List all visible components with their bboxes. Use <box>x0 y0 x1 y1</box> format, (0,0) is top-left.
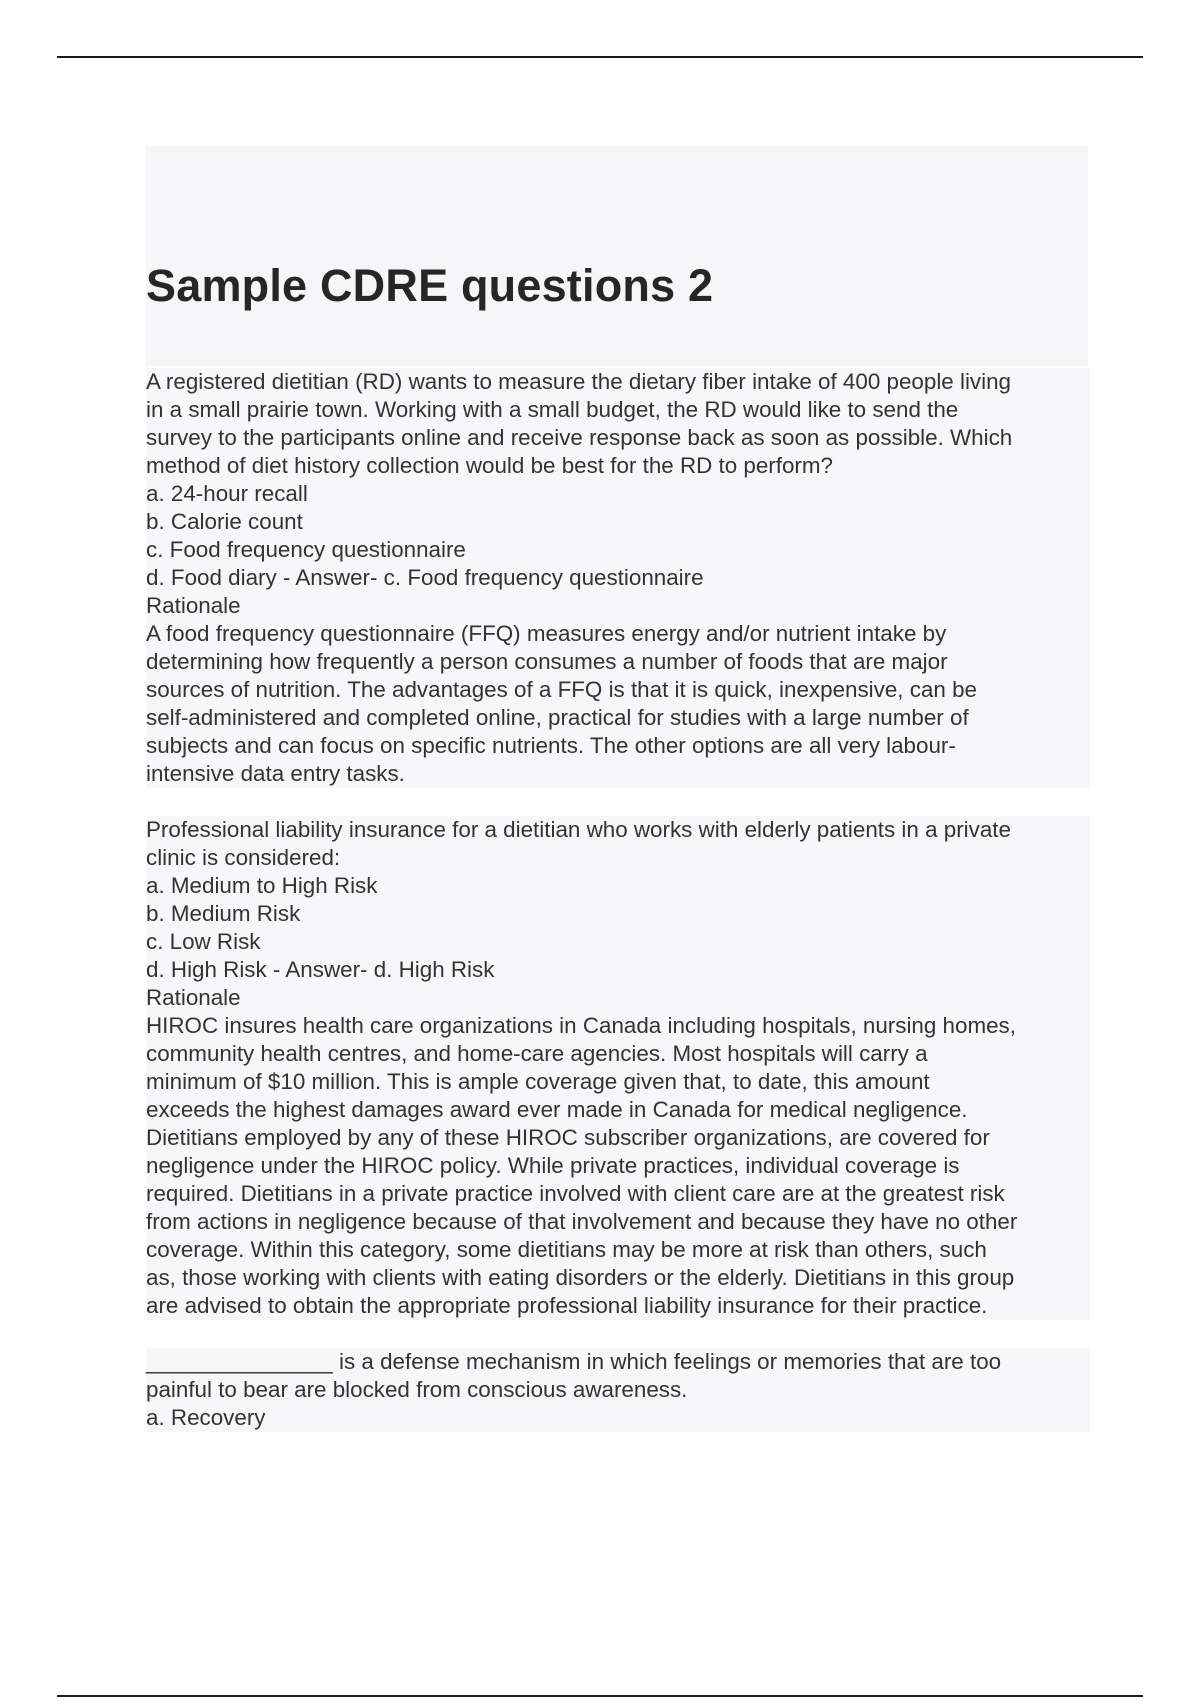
rationale-line: subjects and can focus on specific nutrients. The other options are all very labour- <box>146 732 1090 760</box>
option-a: a. Recovery <box>146 1404 1090 1432</box>
top-rule <box>57 56 1143 58</box>
rationale-line: sources of nutrition. The advantages of a FFQ is that it is quick, inexpensive, can be <box>146 676 1090 704</box>
text-line: survey to the participants online and receive response back as soon as possible. Which <box>146 424 1090 452</box>
rationale-line: determining how frequently a person consumes a number of foods that are major <box>146 648 1090 676</box>
rationale-line: are advised to obtain the appropriate professional liability insurance for their practice. <box>146 1292 1090 1320</box>
rationale-line: community health centres, and home-care agencies. Most hospitals will carry a <box>146 1040 1090 1068</box>
text-line: Professional liability insurance for a dietitian who works with elderly patients in a private <box>146 816 1090 844</box>
option-c: c. Low Risk <box>146 928 1090 956</box>
text-line: clinic is considered: <box>146 844 1090 872</box>
rationale-line: A food frequency questionnaire (FFQ) measures energy and/or nutrient intake by <box>146 620 1090 648</box>
question-2 <box>146 816 1090 1320</box>
text-line: A registered dietitian (RD) wants to measure the dietary fiber intake of 400 people living <box>146 368 1090 396</box>
rationale-line: self-administered and completed online, practical for studies with a large number of <box>146 704 1090 732</box>
rationale-line: Dietitians employed by any of these HIROC subscriber organizations, are covered for <box>146 1124 1090 1152</box>
option-a: a. Medium to High Risk <box>146 872 1090 900</box>
rationale-line: negligence under the HIROC policy. While private practices, individual coverage is <box>146 1152 1090 1180</box>
bottom-rule <box>57 1695 1143 1697</box>
option-a: a. 24-hour recall <box>146 480 1090 508</box>
rationale-line: as, those working with clients with eating disorders or the elderly. Dietitians in this group <box>146 1264 1090 1292</box>
rationale-line: intensive data entry tasks. <box>146 760 1090 788</box>
text-line: _______________ is a defense mechanism in which feelings or memories that are too <box>146 1348 1090 1376</box>
text-line: method of diet history collection would be best for the RD to perform? <box>146 452 1090 480</box>
rationale-line: coverage. Within this category, some dietitians may be more at risk than others, such <box>146 1236 1090 1264</box>
option-b: b. Medium Risk <box>146 900 1090 928</box>
rationale-line: HIROC insures health care organizations in Canada including hospitals, nursing homes, <box>146 1012 1090 1040</box>
rationale-heading: Rationale <box>146 592 1090 620</box>
rationale-line: from actions in negligence because of that involvement and because they have no other <box>146 1208 1090 1236</box>
rationale-line: minimum of $10 million. This is ample coverage given that, to date, this amount <box>146 1068 1090 1096</box>
option-c: c. Food frequency questionnaire <box>146 536 1090 564</box>
option-d-answer: d. High Risk - Answer- d. High Risk <box>146 956 1090 984</box>
question-1 <box>146 368 1090 788</box>
rationale-heading: Rationale <box>146 984 1090 1012</box>
rationale-line: required. Dietitians in a private practice involved with client care are at the greatest risk <box>146 1180 1090 1208</box>
rationale-line: exceeds the highest damages award ever made in Canada for medical negligence. <box>146 1096 1090 1124</box>
option-b: b. Calorie count <box>146 508 1090 536</box>
page-title: Sample CDRE questions 2 <box>146 260 714 311</box>
option-d-answer: d. Food diary - Answer- c. Food frequency questionnaire <box>146 564 1090 592</box>
text-line: painful to bear are blocked from conscious awareness. <box>146 1376 1090 1404</box>
question-3 <box>146 1348 1090 1432</box>
text-line: in a small prairie town. Working with a small budget, the RD would like to send the <box>146 396 1090 424</box>
document-body <box>146 368 1090 1460</box>
